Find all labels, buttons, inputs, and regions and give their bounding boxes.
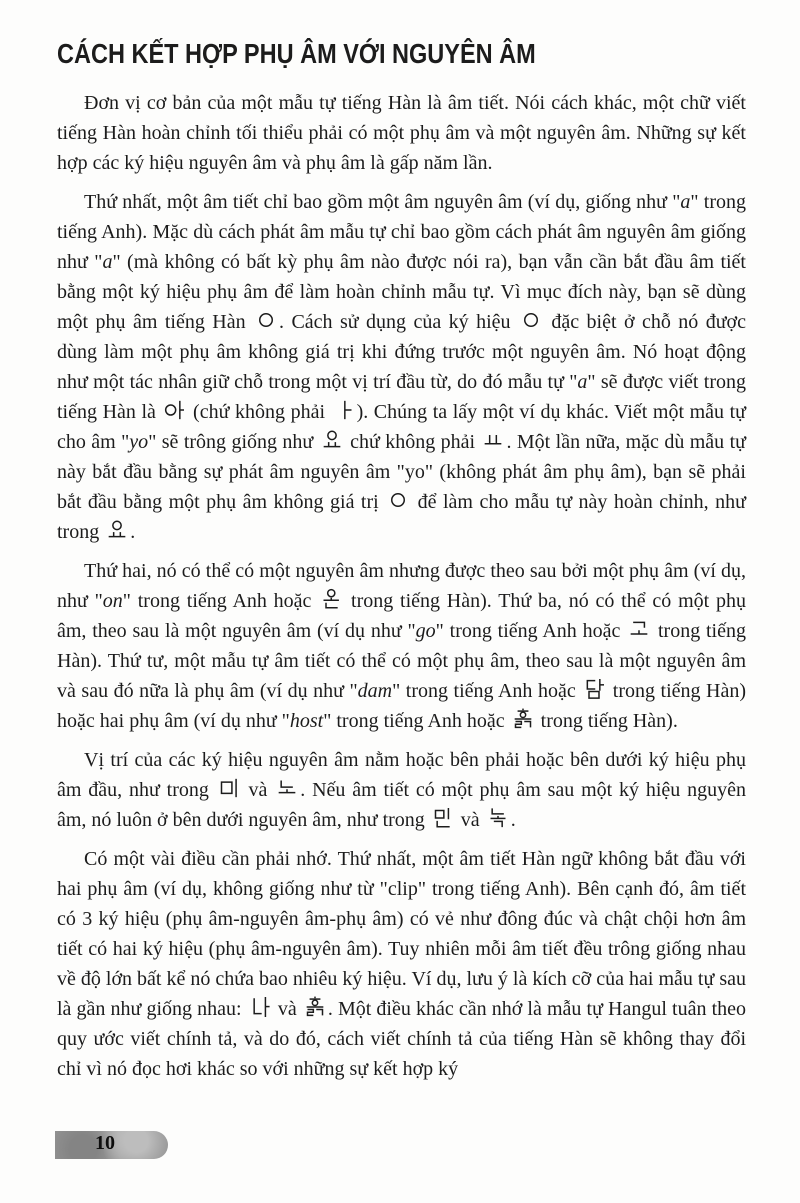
hangul-glyph: [385, 491, 411, 513]
text-run: " trong tiếng Anh hoặc: [323, 710, 510, 732]
text-run: . Nếu âm tiết có một phụ âm sau một ký hiệu nguyên âm, nó luôn ở bên dưới nguyên âm, như trong: [57, 779, 746, 831]
text-run: (chứ không phải: [187, 401, 331, 423]
text-run: Có một vài điều cần phải nhớ. Thứ nhất, một âm tiết Hàn ngữ không bắt đầu với hai phụ âm (ví dụ, không giống như từ "clip" trong tiếng Anh). Bên cạnh đó, âm tiết có 3 ký hiệu (phụ âm-nguyên âm-phụ âm) có vẻ như đông đúc và chật chội hơn âm tiết có hai ký hiệu (phụ âm-nguyên âm). Tuy nhiên mỗi âm tiết đều trông giống nhau về độ lớn bất kể nó chứa bao nhiêu ký hiệu. Ví dụ, lưu ý là kích cỡ của hai mẫu tự sau là gần như giống nhau:: [57, 848, 746, 1020]
hangul-glyph: [626, 620, 652, 642]
text-run: trong tiếng Hàn) hoặc hai phụ âm (ví dụ như ": [57, 680, 747, 732]
text-run: chứ không phải: [344, 431, 481, 453]
text-run: và: [455, 809, 485, 831]
text-run: " trong tiếng Anh hoặc: [122, 590, 319, 612]
text-run: " (mà không có bất kỳ phụ âm nào được nói ra), bạn vẫn cần bắt đầu âm tiết bằng một ký hiệu phụ âm để làm hoàn chỉnh mẫu tự. Vì mục đích này, bạn sẽ dùng một phụ âm tiếng Hàn: [57, 251, 746, 333]
text-run: trong tiếng Hàn).: [535, 710, 678, 732]
page-title: [57, 38, 746, 70]
paragraph: [57, 88, 746, 178]
hangul-glyph: [480, 431, 506, 453]
text-run: go: [415, 620, 436, 642]
text-run: a: [680, 191, 691, 213]
text-run: để làm cho mẫu tự này hoàn chỉnh, như trong: [57, 491, 746, 543]
hangul-glyph: [253, 311, 279, 333]
text-run: Vị trí của các ký hiệu nguyên âm nằm hoặc bên phải hoặc bên dưới ký hiệu phụ âm đầu, như trong: [57, 749, 746, 801]
text-run: . Cách sử dụng của ký hiệu: [279, 311, 518, 333]
page-content: [57, 38, 746, 1093]
text-run: a: [102, 251, 113, 273]
paragraph: [57, 745, 746, 835]
hangul-glyph: [104, 521, 130, 543]
text-run: " trong tiếng Anh). Mặc dù cách phát âm mẫu tự chỉ bao gồm cách phát âm nguyên âm giống như ": [57, 191, 746, 273]
hangul-glyph: [510, 710, 536, 732]
hangul-glyph: [161, 401, 187, 423]
hangul-glyph: [274, 779, 300, 801]
text-run: host: [289, 710, 324, 732]
body-paragraphs: [57, 88, 746, 1084]
hangul-glyph: [318, 590, 344, 612]
paragraph: [57, 556, 746, 736]
text-run: " trong tiếng Anh hoặc: [435, 620, 627, 642]
hangul-glyph: [581, 680, 607, 702]
text-run: trong tiếng Hàn). Thứ ba, nó có thể có một phụ âm, theo sau là một nguyên âm (ví dụ như ": [57, 590, 746, 642]
text-run: Thứ nhất, một âm tiết chỉ bao gồm một âm nguyên âm (ví dụ, giống như ": [84, 191, 681, 213]
text-run: on: [102, 590, 123, 612]
hangul-glyph: [430, 809, 456, 831]
page-number-tab: [55, 1131, 168, 1159]
hangul-glyph: [331, 401, 357, 423]
text-run: a: [577, 371, 588, 393]
text-run: .: [130, 521, 136, 543]
hangul-glyph: [485, 809, 511, 831]
page-title-text: CÁCH KẾT HỢP PHỤ ÂM VỚI NGUYÊN ÂM: [57, 38, 536, 69]
text-run: yo: [129, 431, 149, 453]
text-run: ). Chúng ta lấy một ví dụ khác. Viết một mẫu tự cho âm ": [57, 401, 746, 453]
text-run: .: [510, 809, 516, 831]
hangul-glyph: [216, 779, 242, 801]
hangul-glyph: [302, 998, 328, 1020]
hangul-glyph: [319, 431, 345, 453]
text-run: . Một lần nữa, mặc dù mẫu tự này bắt đầu bằng sự phát âm nguyên âm "yo" (không phát âm phụ âm), bạn sẽ phải bắt đầu bằng một phụ âm không giá trị: [57, 431, 746, 513]
text-run: trong tiếng Hàn). Thứ tư, một mẫu tự âm tiết có thể có một phụ âm, theo sau là một nguyên âm và sau đó nữa là phụ âm (ví dụ như ": [57, 620, 746, 702]
text-run: Thứ hai, nó có thể có một nguyên âm nhưng được theo sau bởi một phụ âm (ví dụ, như ": [57, 560, 746, 612]
hangul-glyph: [247, 998, 273, 1020]
text-run: . Một điều khác cần nhớ là mẫu tự Hangul tuân theo quy ước viết chính tả, và do đó, cách viết chính tả của tiếng Hàn sẽ không thay đổi chỉ vì nó đọc hơi khác so với những sự kết hợp ký: [57, 998, 747, 1080]
paragraph: [57, 187, 746, 547]
text-run: " trong tiếng Anh hoặc: [392, 680, 582, 702]
hangul-glyph: [518, 311, 544, 333]
paragraph: [57, 844, 746, 1084]
text-run: Đơn vị cơ bản của một mẫu tự tiếng Hàn là âm tiết. Nói cách khác, một chữ viết tiếng Hàn hoàn chỉnh tối thiểu phải có một phụ âm và một nguyên âm. Những sự kết hợp các ký hiệu nguyên âm và phụ âm là gấp năm lần.: [57, 92, 746, 174]
text-run: và: [241, 779, 275, 801]
page-number: 10: [95, 1132, 115, 1154]
text-run: dam: [357, 680, 393, 702]
text-run: và: [272, 998, 302, 1020]
text-run: đặc biệt ở chỗ nó được dùng làm một phụ âm không giá trị khi đứng trước một nguyên âm. Nó hoạt động như một tác nhân giữ chỗ trong một vị trí đầu từ, do đó mẫu tự ": [57, 311, 747, 393]
text-run: " sẽ trông giống như: [148, 431, 319, 453]
text-run: " sẽ được viết trong tiếng Hàn là: [57, 371, 746, 423]
